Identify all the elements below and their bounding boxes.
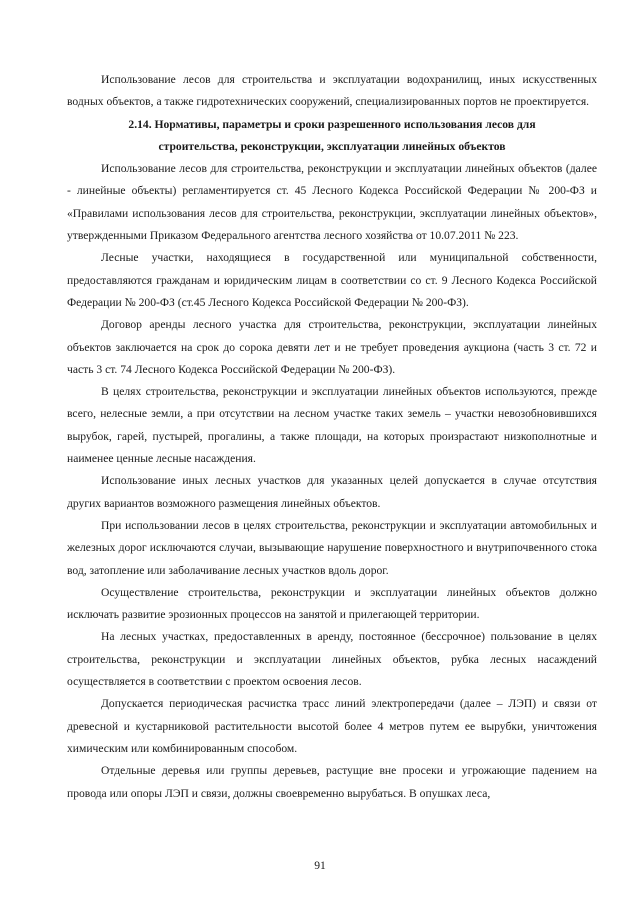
section-heading-line-1: 2.14. Нормативы, параметры и сроки разрешенного использования лесов для bbox=[128, 117, 536, 131]
paragraph-leased-plots: На лесных участках, предоставленных в аренду, постоянное (бессрочное) пользование в целях строительства, реконструкции и эксплуатации линейных объектов, рубка лесных насаждений осуществляется в соответствии с проектом освоения лесов. bbox=[67, 630, 597, 689]
paragraph-land-plots: Лесные участки, находящиеся в государственной или муниципальной собственности, предоставляются гражданам и юридическим лицам в соответствии со ст. 9 Лесного Кодекса Российской Федерации № 200-ФЗ (ст.45 Лесного Кодекса Российской Федерации № 200-ФЗ). bbox=[67, 251, 597, 309]
page-number: 91 bbox=[314, 859, 326, 872]
paragraph-regulation: Использование лесов для строительства, реконструкции и эксплуатации линейных объектов (далее - линейные объекты) регламентируется ст. 45 Лесного Кодекса Российской Федерации № 200-ФЗ и «Правилами использования лесов для строительства, реконструкции, эксплуатации линейных объектов», утвержденными Приказом Федерального агентства лесного хозяйства от 10.07.2011 № 223. bbox=[67, 162, 597, 243]
paragraph-clearing: Допускается периодическая расчистка трасс линий электропередачи (далее – ЛЭП) и связи от древесной и кустарниковой растительности высотой более 4 метров путем ее вырубки, уничтожения химическим или комбинированным способом. bbox=[67, 697, 597, 755]
paragraph-lease-agreement: Договор аренды лесного участка для строительства, реконструкции, эксплуатации линейных объектов заключается на срок до сорока девяти лет и не требует проведения аукциона (часть 3 ст. 72 и часть 3 ст. 74 Лесного Кодекса Российской Федерации № 200-ФЗ). bbox=[67, 318, 597, 376]
paragraph-land-priority: В целях строительства, реконструкции и эксплуатации линейных объектов используются, прежде всего, нелесные земли, а при отсутствии на лесном участке таких земель – участки невозобновившихся вырубок, гарей, пустырей, прогалины, а также площади, на которых произрастают низкополнотные и наименее ценные лесные насаждения. bbox=[67, 385, 597, 466]
section-heading-line-2: строительства, реконструкции, эксплуатации линейных объектов bbox=[158, 139, 506, 153]
paragraph-other-plots: Использование иных лесных участков для указанных целей допускается в случае отсутствия других вариантов возможного размещения линейных объектов. bbox=[67, 474, 597, 510]
section-heading bbox=[67, 114, 597, 159]
document-page bbox=[67, 69, 597, 805]
paragraph-roads: При использовании лесов в целях строительства, реконструкции и эксплуатации автомобильных и железных дорог исключаются случаи, вызывающие нарушение поверхностного и внутрипочвенного стока вод, затопление или заболачивание лесных участков вдоль дорог. bbox=[67, 518, 597, 577]
paragraph-erosion: Осуществление строительства, реконструкции и эксплуатации линейных объектов должно исключать развитие эрозионных процессов на занятой и прилегающей территории. bbox=[67, 585, 597, 622]
paragraph-reservoirs: Использование лесов для строительства и эксплуатации водохранилищ, иных искусственных водных объектов, а также гидротехнических сооружений, специализированных портов не проектируется. bbox=[67, 73, 597, 109]
paragraph-trees: Отдельные деревья или группы деревьев, растущие вне просеки и угрожающие падением на провода или опоры ЛЭП и связи, должны своевременно вырубаться. В опушках леса, bbox=[67, 764, 597, 800]
